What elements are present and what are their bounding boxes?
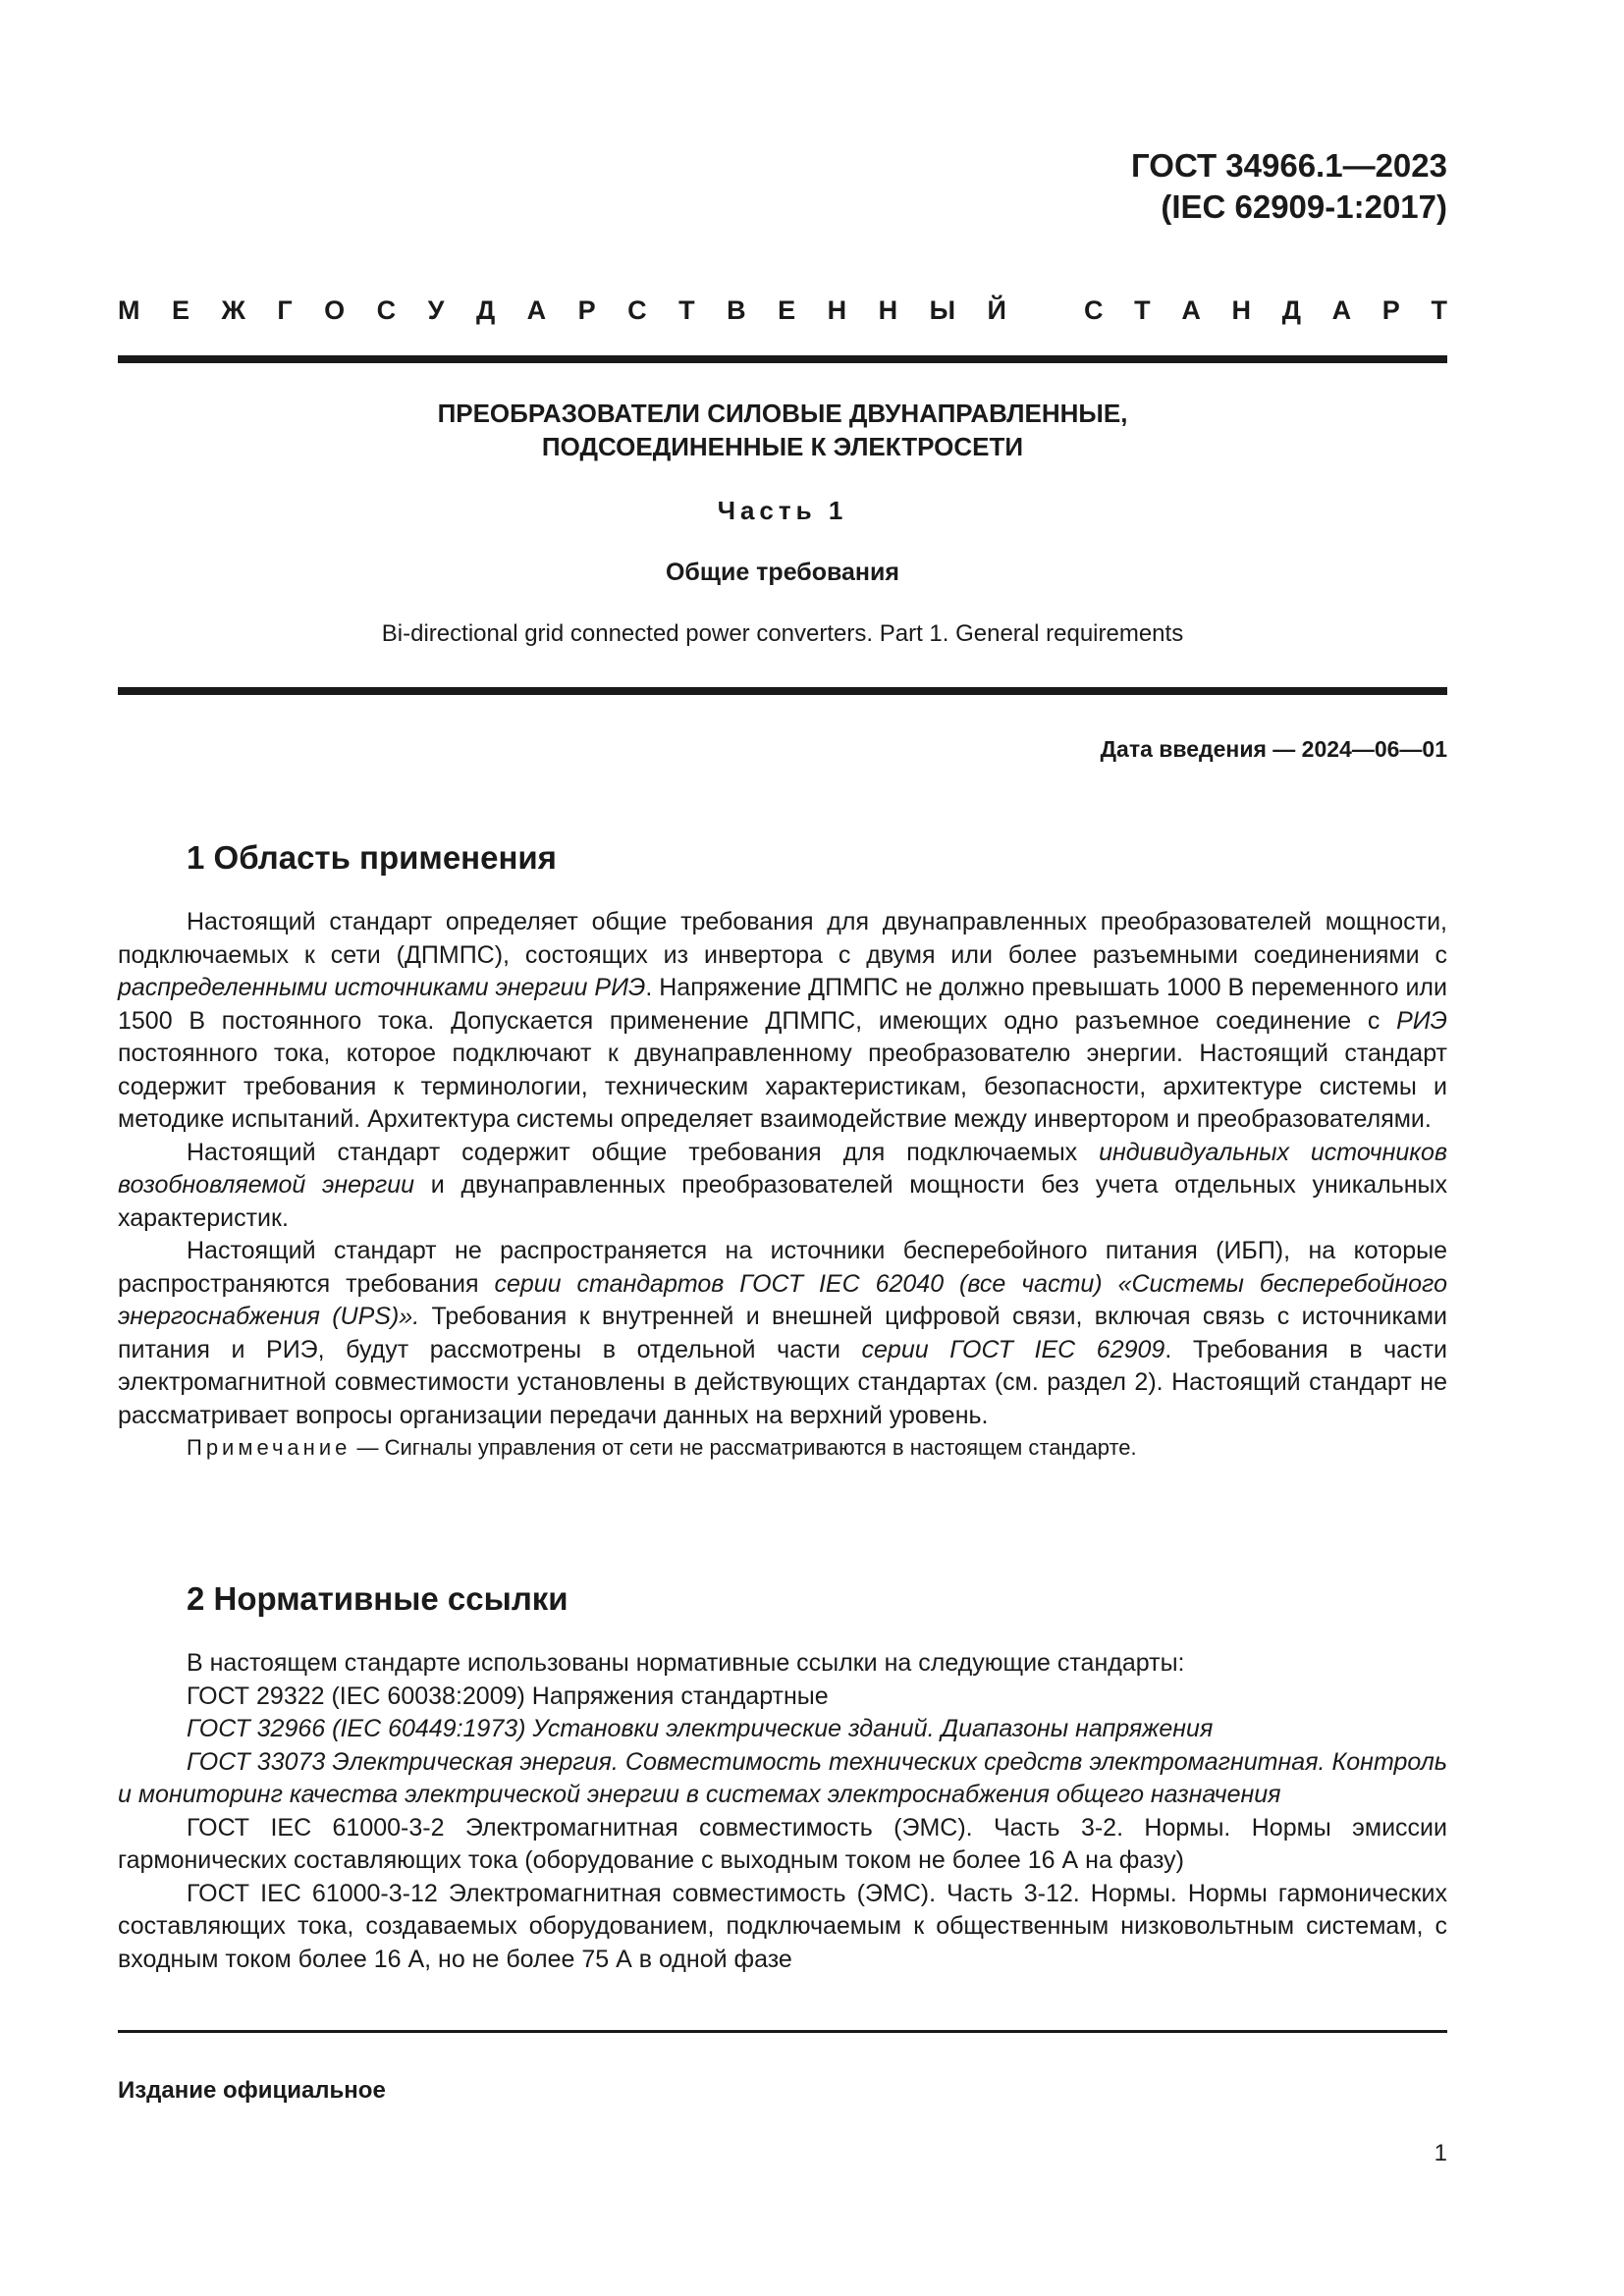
standard-word	[1084, 293, 1447, 328]
section-1-heading: 1 Область применения	[187, 839, 557, 876]
section-1-body	[118, 906, 1447, 1464]
letter: Г	[277, 295, 293, 325]
title-line2: ПОДСОЕДИНЕННЫЕ К ЭЛЕКТРОСЕТИ	[541, 432, 1024, 461]
letter: Ы	[929, 295, 956, 325]
section-2-heading: 2 Нормативные ссылки	[187, 1580, 568, 1617]
reference-item: ГОСТ 29322 (IEC 60038:2009) Напряжения стандартные	[187, 1682, 829, 1710]
document-subtitle: Общие требования	[665, 559, 899, 586]
letter: Ж	[221, 295, 245, 325]
letter: Т	[1134, 295, 1151, 325]
standard-code-line2: (IEC 62909-1:2017)	[1161, 188, 1447, 225]
title-divider	[118, 687, 1447, 695]
letter: Й	[987, 295, 1006, 325]
reference-item: ГОСТ 33073 Электрическая энергия. Совместимость технических средств электромагнитная. Контроль и мониторинг качества электрической энергии в системах электроснабжения общего назначения	[118, 1747, 1447, 1808]
part-number: Часть 1	[717, 496, 848, 525]
standard-code	[1131, 145, 1447, 228]
letter: Н	[878, 295, 898, 325]
english-title: Bi-directional grid connected power converters. Part 1. General requirements	[381, 620, 1184, 647]
letter: А	[526, 295, 547, 325]
letter: С	[376, 295, 397, 325]
introduction-date: Дата введения — 2024—06—01	[1100, 736, 1447, 762]
letter: А	[1181, 295, 1201, 325]
letter: Н	[827, 295, 847, 325]
top-divider	[118, 355, 1447, 363]
letter: Е	[778, 295, 796, 325]
page-number: 1	[1434, 2140, 1447, 2166]
letter: У	[427, 295, 445, 325]
references-intro: В настоящем стандарте использованы нормативные ссылки на следующие стандарты:	[187, 1649, 1185, 1677]
note	[118, 1432, 1447, 1464]
note-label: Примечание	[187, 1435, 352, 1460]
letter: Т	[1431, 295, 1447, 325]
letter: Р	[577, 295, 596, 325]
section-2-body	[118, 1647, 1447, 1976]
letter: М	[118, 295, 140, 325]
paragraph: Настоящий стандарт определяет общие требования для двунаправленных преобразователей мощности, подключаемых к сети (ДПМПС), состоящих из инвертора с двумя или более разъемными соединениями с распределенными источниками энергии РИЭ. Напряжение ДПМПС не должно превышать 1000 В переменного или 1500 В постоянного тока. Допускается применение ДПМПС, имеющих одно разъемное соединение с РИЭ постоянного тока, которое подключают к двунаправленному преобразователю энергии. Настоящий стандарт содержит требования к терминологии, техническим характеристикам, безопасности, архитектуре системы и методике испытаний. Архитектура системы определяет взаимодействие между инвертором и преобразователями.	[118, 908, 1447, 1133]
letter: С	[627, 295, 647, 325]
letter: Е	[171, 295, 189, 325]
document-title	[118, 397, 1447, 463]
letter: В	[727, 295, 746, 325]
letter: Д	[1281, 295, 1301, 325]
paragraph: Настоящий стандарт не распространяется на источники бесперебойного питания (ИБП), на которые распространяются требования серии стандартов ГОСТ IEC 62040 (все части) «Системы бесперебойного энергоснабжения (UPS)». Требования к внутренней и внешней цифровой связи, включая связь с источниками питания и РИЭ, будут рассмотрены в отдельной части серии ГОСТ IEC 62909. Требования в части электромагнитной совместимости установлены в действующих стандартах (см. раздел 2). Настоящий стандарт не рассматривает вопросы организации передачи данных на верхний уровень.	[118, 1237, 1447, 1429]
paragraph: Настоящий стандарт содержит общие требования для подключаемых индивидуальных источников возобновляемой энергии и двунаправленных преобразователей мощности без учета отдельных уникальных характеристик.	[118, 1138, 1447, 1232]
standard-code-line1: ГОСТ 34966.1—2023	[1131, 147, 1447, 184]
letter: А	[1331, 295, 1352, 325]
letter: О	[324, 295, 346, 325]
letter: Т	[678, 295, 695, 325]
reference-item: ГОСТ IEC 61000-3-12 Электромагнитная совместимость (ЭМС). Часть 3-12. Нормы. Нормы гармонических составляющих тока, создаваемых оборудованием, подключаемым к общественным низковольтным системам, с входным током более 16 А, но не более 75 А в одной фазе	[118, 1879, 1447, 1973]
reference-item: ГОСТ IEC 61000-3-2 Электромагнитная совместимость (ЭМС). Часть 3-2. Нормы. Нормы эмиссии гармонических составляющих тока (оборудование с выходным током не более 16 А на фазу)	[118, 1813, 1447, 1874]
interstate-standard-label	[118, 293, 1447, 328]
reference-item: ГОСТ 32966 (IEC 60449:1973) Установки электрические зданий. Диапазоны напряжения	[187, 1715, 1214, 1742]
letter: Н	[1231, 295, 1252, 325]
letter: Р	[1381, 295, 1400, 325]
interstate-word	[118, 293, 1006, 328]
note-text: — Сигналы управления от сети не рассматриваются в настоящем стандарте.	[351, 1435, 1137, 1460]
title-line1: ПРЕОБРАЗОВАТЕЛИ СИЛОВЫЕ ДВУНАПРАВЛЕННЫЕ,	[437, 399, 1128, 428]
official-edition-label: Издание официальное	[118, 2077, 386, 2104]
letter: Д	[475, 295, 496, 325]
footer-divider	[118, 2030, 1447, 2033]
letter: С	[1084, 295, 1104, 325]
